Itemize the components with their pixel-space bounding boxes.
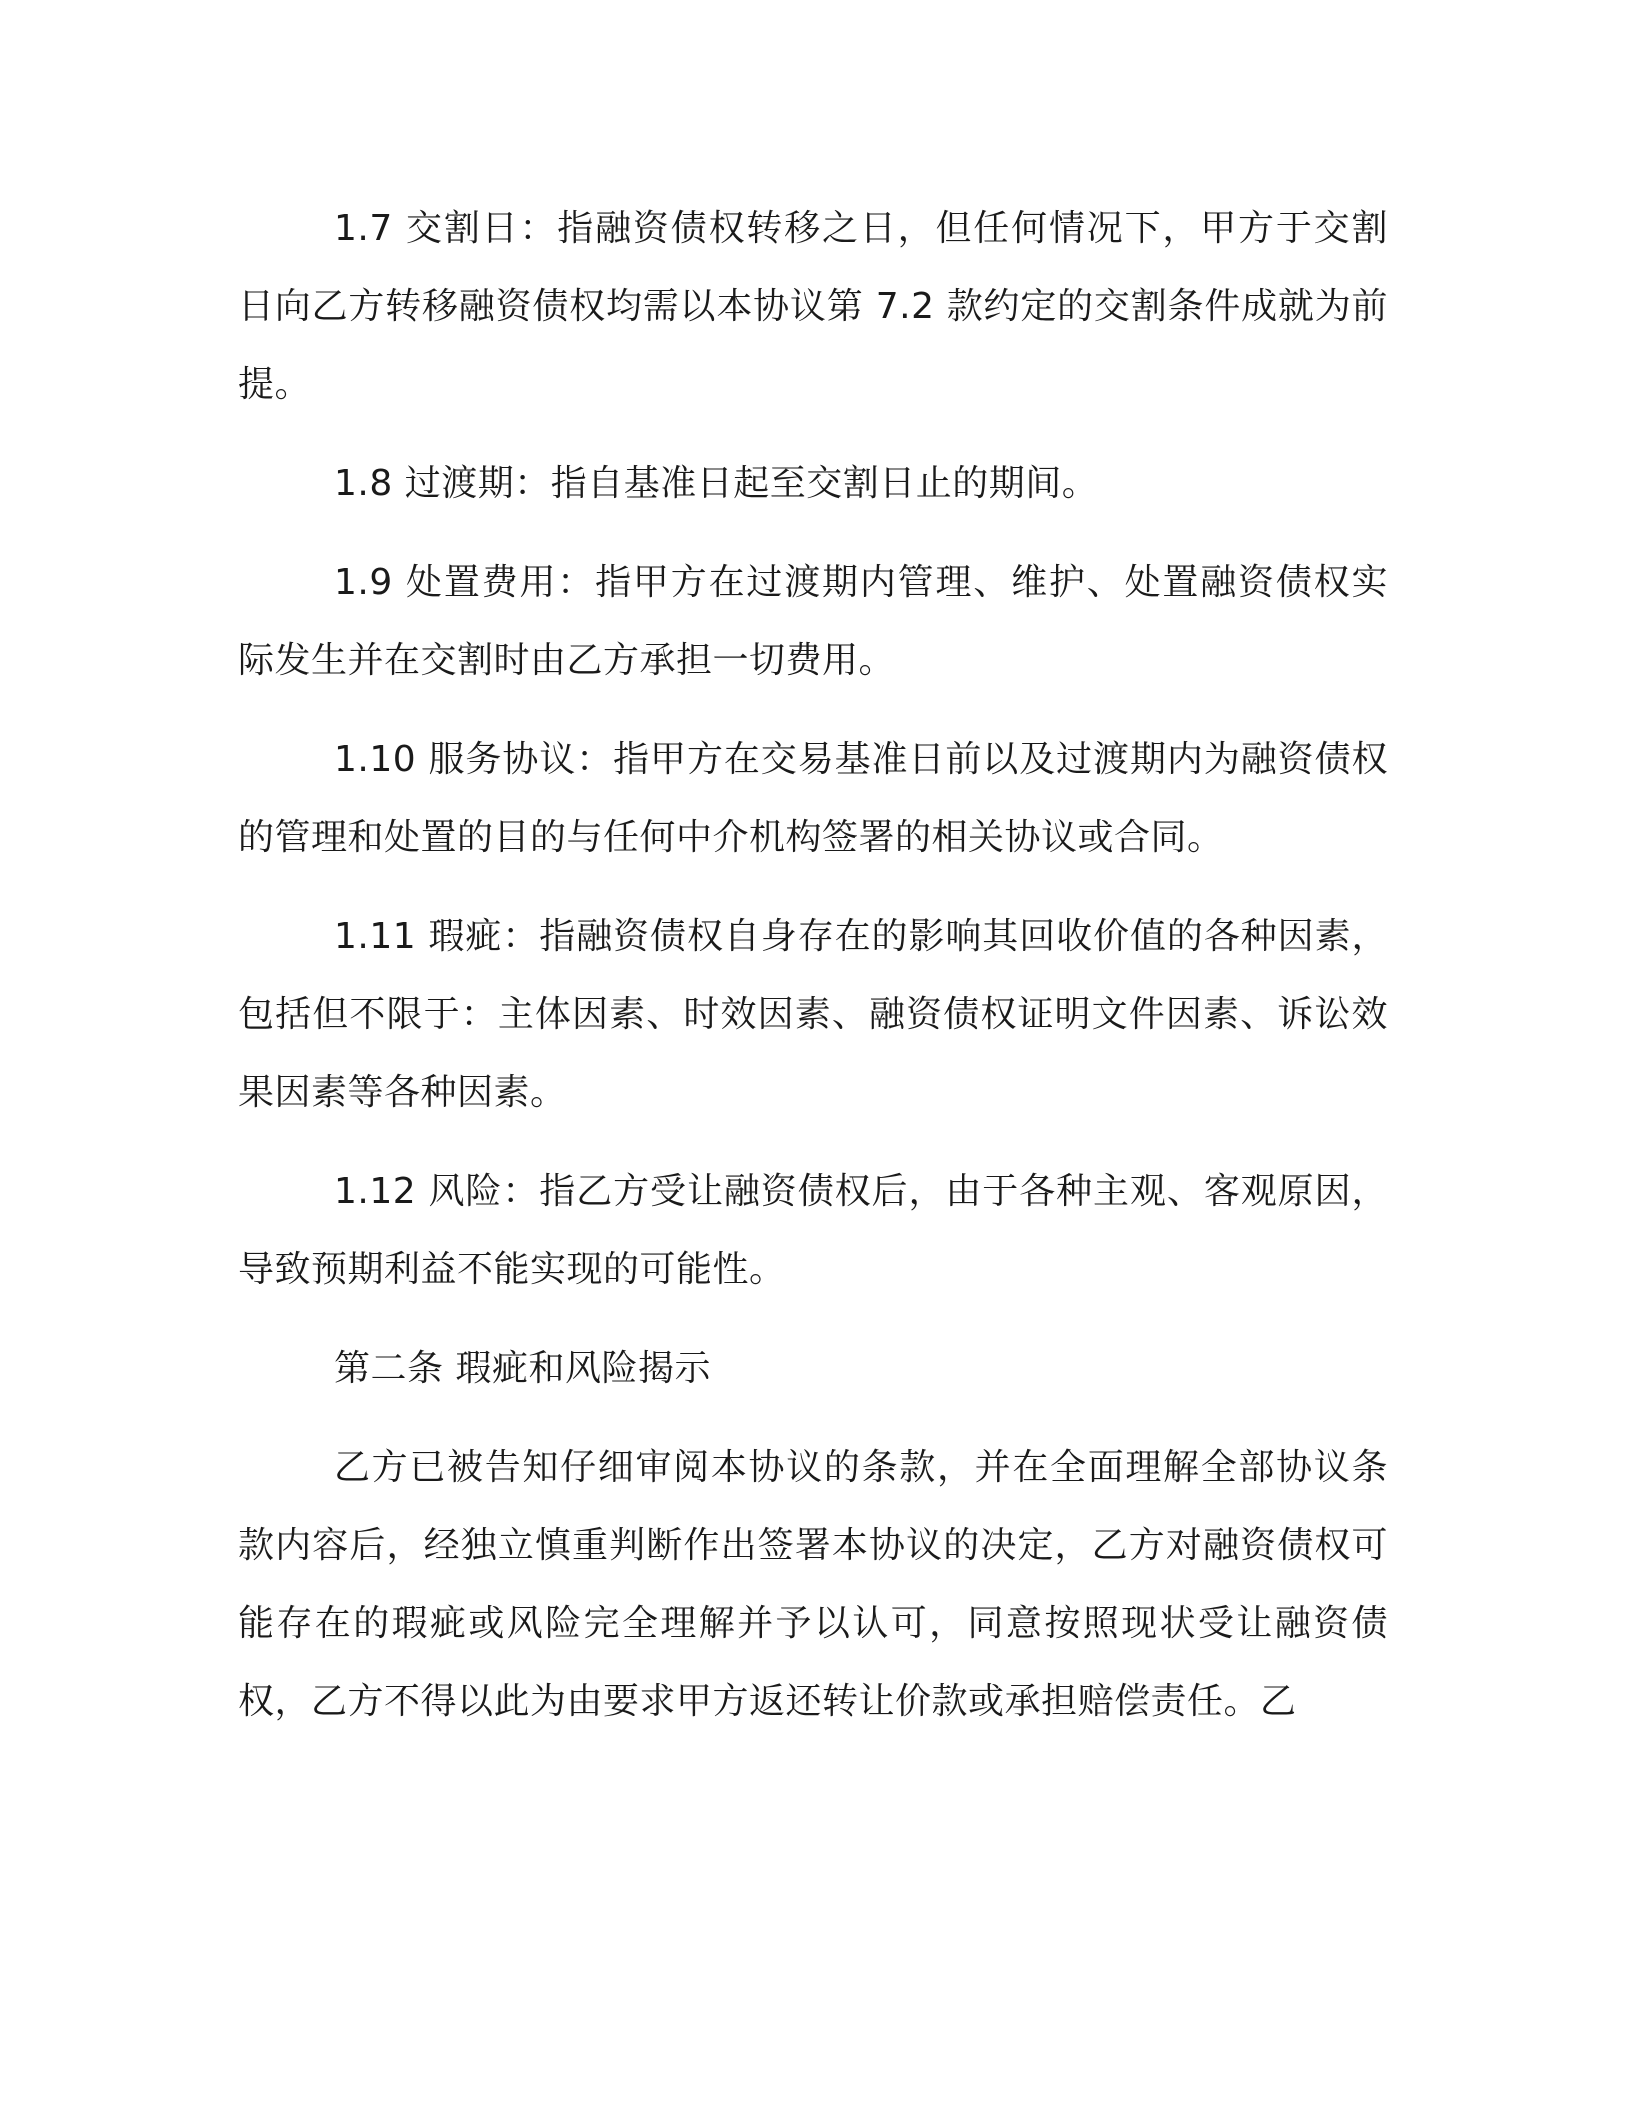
clause-1-7: 1.7 交割日：指融资债权转移之日，但任何情况下，甲方于交割日向乙方转移融资债权均需以本协议第 7.2 款约定的交割条件成就为前提。	[238, 208, 1388, 405]
section-body: 乙方已被告知仔细审阅本协议的条款，并在全面理解全部协议条款内容后，经独立慎重判断作出签署本协议的决定，乙方对融资债权可能存在的瑕疵或风险完全理解并予以认可，同意按照现状受让融资债权，乙方不得以此为由要求甲方返还转让价款或承担赔偿责任。乙	[238, 1447, 1388, 1722]
clause-1-9: 1.9 处置费用：指甲方在过渡期内管理、维护、处置融资债权实际发生并在交割时由乙方承担一切费用。	[238, 562, 1388, 681]
clause-1-10: 1.10 服务协议：指甲方在交易基准日前以及过渡期内为融资债权的管理和处置的目的与任何中介机构签署的相关协议或合同。	[238, 739, 1388, 858]
clause-1-12: 1.12 风险：指乙方受让融资债权后，由于各种主观、客观原因，导致预期利益不能实现的可能性。	[238, 1171, 1388, 1290]
section-heading: 第二条 瑕疵和风险揭示	[334, 1348, 711, 1389]
clause-1-11: 1.11 瑕疵：指融资债权自身存在的影响其回收价值的各种因素，包括但不限于：主体因素、时效因素、融资债权证明文件因素、诉讼效果因素等各种因素。	[238, 916, 1388, 1113]
clause-1-8: 1.8 过渡期：指自基准日起至交割日止的期间。	[334, 463, 1099, 504]
document-body	[238, 190, 1388, 1741]
